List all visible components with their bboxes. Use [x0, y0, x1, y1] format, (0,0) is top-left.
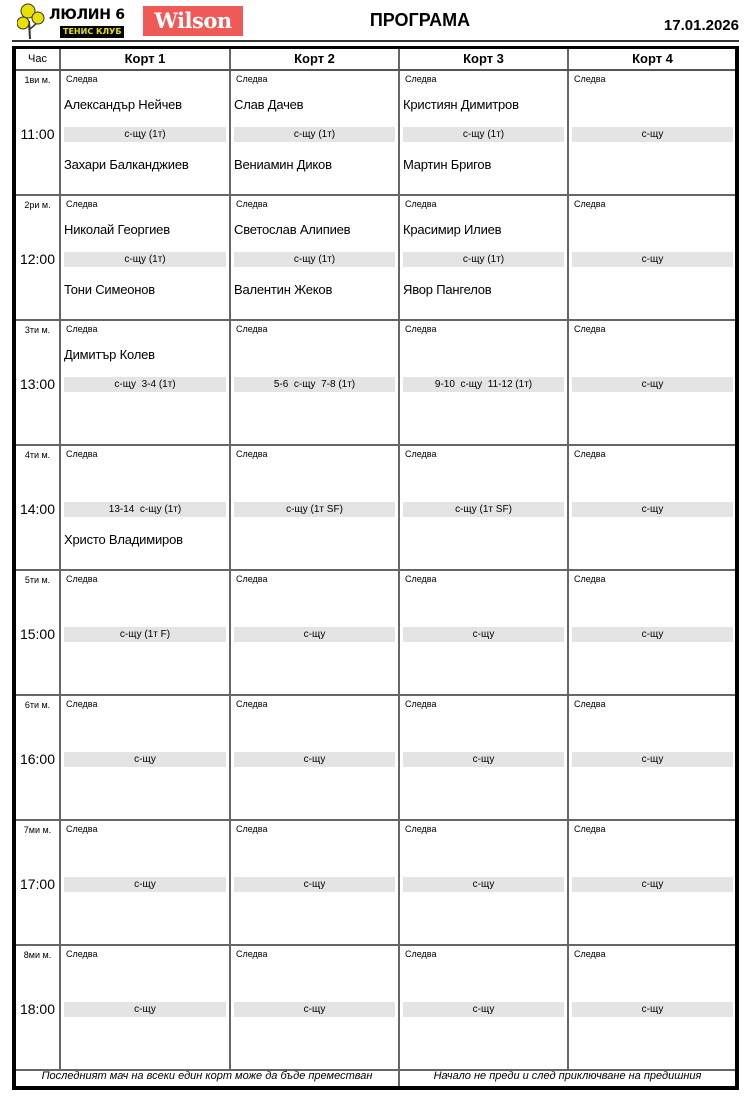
player-1-name: Кристиян Димитров [403, 97, 519, 112]
match-label: с-щу [234, 1002, 395, 1017]
player-2-name: Валентин Жеков [234, 282, 333, 297]
match-label: 5-6 с-щу 7-8 (1т) [234, 377, 395, 392]
court-cell [569, 196, 736, 319]
start-time: 12:00 [19, 251, 56, 267]
court-cell [400, 446, 569, 569]
next-label: Следва [405, 824, 437, 834]
next-label: Следва [66, 949, 98, 959]
court-cell [231, 71, 400, 194]
next-label: Следва [66, 824, 98, 834]
next-label: Следва [236, 324, 268, 334]
next-label: Следва [405, 449, 437, 459]
sponsor-logo: Wilson [143, 6, 243, 36]
next-label: Следва [66, 574, 98, 584]
column-header-court-1: Корт 1 [61, 49, 231, 69]
next-label: Следва [236, 74, 268, 84]
next-label: Следва [236, 699, 268, 709]
court-cell [400, 821, 569, 944]
match-label: с-щу (1т F) [64, 627, 226, 642]
time-cell [16, 321, 61, 444]
court-cell [569, 321, 736, 444]
header-divider [12, 40, 739, 42]
match-label: с-щу (1т) [234, 252, 395, 267]
start-time: 17:00 [19, 876, 56, 892]
footer-note-right: Начало не преди и след приключване на предишния [433, 1070, 702, 1082]
footer-note-left: Последният мач на всеки един корт може да бъде преместван [16, 1068, 400, 1086]
court-cell [61, 71, 231, 194]
time-cell [16, 571, 61, 694]
player-2-name: Явор Пангелов [403, 282, 492, 297]
match-label: с-щу (1т) [64, 127, 226, 142]
match-label: с-щу [572, 877, 733, 892]
match-label: с-щу (1т SF) [403, 502, 564, 517]
court-cell [569, 446, 736, 569]
time-cell [16, 696, 61, 819]
match-label: 9-10 с-щу 11-12 (1т) [403, 377, 564, 392]
match-label: с-щу [572, 1002, 733, 1017]
player-2-name: Тони Симеонов [64, 282, 155, 297]
match-label: с-щу [572, 752, 733, 767]
court-cell [61, 821, 231, 944]
court-cell [400, 321, 569, 444]
time-cell [16, 946, 61, 1069]
round-label: 4ти м. [24, 450, 51, 460]
next-label: Следва [574, 574, 606, 584]
next-label: Следва [66, 324, 98, 334]
next-label: Следва [66, 449, 98, 459]
court-cell [231, 321, 400, 444]
next-label: Следва [574, 74, 606, 84]
court-cell [231, 696, 400, 819]
time-cell [16, 196, 61, 319]
page-header [0, 0, 750, 44]
table-row [16, 446, 735, 571]
player-1-name: Димитър Колев [64, 347, 155, 362]
start-time: 16:00 [19, 751, 56, 767]
start-time: 14:00 [19, 501, 56, 517]
schedule-date: 17.01.2026 [663, 17, 739, 34]
match-label: с-щу [403, 627, 564, 642]
time-cell [16, 821, 61, 944]
table-header-row [16, 49, 735, 71]
round-label: 5ти м. [24, 575, 51, 585]
table-row [16, 196, 735, 321]
match-label: с-щу (1т) [64, 252, 226, 267]
round-label: 6ти м. [24, 700, 51, 710]
column-header-court-3: Корт 3 [400, 49, 569, 69]
court-cell [231, 946, 400, 1069]
next-label: Следва [574, 324, 606, 334]
court-cell [61, 571, 231, 694]
match-label: с-щу (1т) [403, 127, 564, 142]
start-time: 15:00 [19, 626, 56, 642]
court-cell [400, 946, 569, 1069]
next-label: Следва [236, 824, 268, 834]
column-header-time: Час [16, 49, 61, 69]
next-label: Следва [574, 949, 606, 959]
next-label: Следва [574, 449, 606, 459]
schedule-table [12, 46, 739, 1090]
match-label: с-щу [64, 752, 226, 767]
time-cell [16, 446, 61, 569]
table-row [16, 71, 735, 196]
player-1-name: Николай Георгиев [64, 222, 170, 237]
player-2-name: Захари Балканджиев [64, 157, 189, 172]
player-2-name: Христо Владимиров [64, 532, 183, 547]
round-label: 8ми м. [23, 950, 52, 960]
court-cell [569, 71, 736, 194]
match-label: с-щу [572, 627, 733, 642]
column-header-court-4: Корт 4 [632, 51, 673, 66]
player-2-name: Мартин Бригов [403, 157, 492, 172]
match-label: с-щу [403, 752, 564, 767]
court-cell [569, 821, 736, 944]
table-footer [16, 1068, 735, 1086]
match-label: с-щу [234, 877, 395, 892]
table-row [16, 821, 735, 946]
match-label: с-щу (1т) [403, 252, 564, 267]
start-time: 11:00 [20, 126, 55, 142]
next-label: Следва [405, 74, 437, 84]
next-label: Следва [574, 824, 606, 834]
round-label: 7ми м. [23, 825, 52, 835]
match-label: 13-14 с-щу (1т) [64, 502, 226, 517]
round-label: 2ри м. [24, 200, 51, 210]
match-label: с-щу [234, 627, 395, 642]
start-time: 13:00 [19, 376, 56, 392]
court-cell [61, 446, 231, 569]
next-label: Следва [236, 449, 268, 459]
court-cell [61, 321, 231, 444]
match-label: с-щу [64, 1002, 226, 1017]
start-time: 18:00 [19, 1001, 56, 1017]
next-label: Следва [236, 949, 268, 959]
next-label: Следва [405, 199, 437, 209]
tennis-tree-icon [17, 3, 51, 39]
court-cell [569, 946, 736, 1069]
match-label: с-щу (1т SF) [234, 502, 395, 517]
match-label: с-щу [572, 502, 733, 517]
match-label: с-щу [572, 127, 733, 142]
page-title: ПРОГРАМА [369, 10, 471, 30]
player-1-name: Красимир Илиев [403, 222, 502, 237]
next-label: Следва [574, 199, 606, 209]
next-label: Следва [236, 574, 268, 584]
court-cell [231, 821, 400, 944]
court-cell [569, 571, 736, 694]
court-cell [400, 696, 569, 819]
table-row [16, 571, 735, 696]
time-cell [16, 71, 61, 194]
player-2-name: Вениамин Диков [234, 157, 332, 172]
court-cell [400, 196, 569, 319]
match-label: с-щу [572, 252, 733, 267]
table-row [16, 946, 735, 1071]
next-label: Следва [405, 574, 437, 584]
player-1-name: Светослав Алипиев [234, 222, 351, 237]
club-name: ЛЮЛИН 6 [49, 7, 125, 23]
next-label: Следва [574, 699, 606, 709]
round-label: 3ти м. [24, 325, 51, 335]
next-label: Следва [405, 949, 437, 959]
round-label: 1ви м. [24, 75, 51, 85]
next-label: Следва [405, 324, 437, 334]
match-label: с-щу (1т) [234, 127, 395, 142]
match-label: с-щу [572, 377, 733, 392]
court-cell [61, 946, 231, 1069]
match-label: с-щу [234, 752, 395, 767]
court-cell [61, 696, 231, 819]
table-row [16, 696, 735, 821]
match-label: с-щу [403, 1002, 564, 1017]
court-cell [61, 196, 231, 319]
next-label: Следва [66, 74, 98, 84]
match-label: с-щу 3-4 (1т) [64, 377, 226, 392]
court-cell [231, 571, 400, 694]
player-1-name: Александър Нейчев [64, 97, 182, 112]
match-label: с-щу [403, 877, 564, 892]
court-cell [231, 446, 400, 569]
next-label: Следва [66, 199, 98, 209]
club-logo [17, 3, 127, 39]
next-label: Следва [66, 699, 98, 709]
court-cell [400, 571, 569, 694]
club-subtitle: ТЕНИС КЛУБ [60, 26, 124, 38]
player-1-name: Слав Дачев [234, 97, 304, 112]
column-header-court-2: Корт 2 [231, 49, 400, 69]
next-label: Следва [236, 199, 268, 209]
court-cell [231, 196, 400, 319]
next-label: Следва [405, 699, 437, 709]
court-cell [569, 696, 736, 819]
court-cell [400, 71, 569, 194]
match-label: с-щу [64, 877, 226, 892]
table-row [16, 321, 735, 446]
